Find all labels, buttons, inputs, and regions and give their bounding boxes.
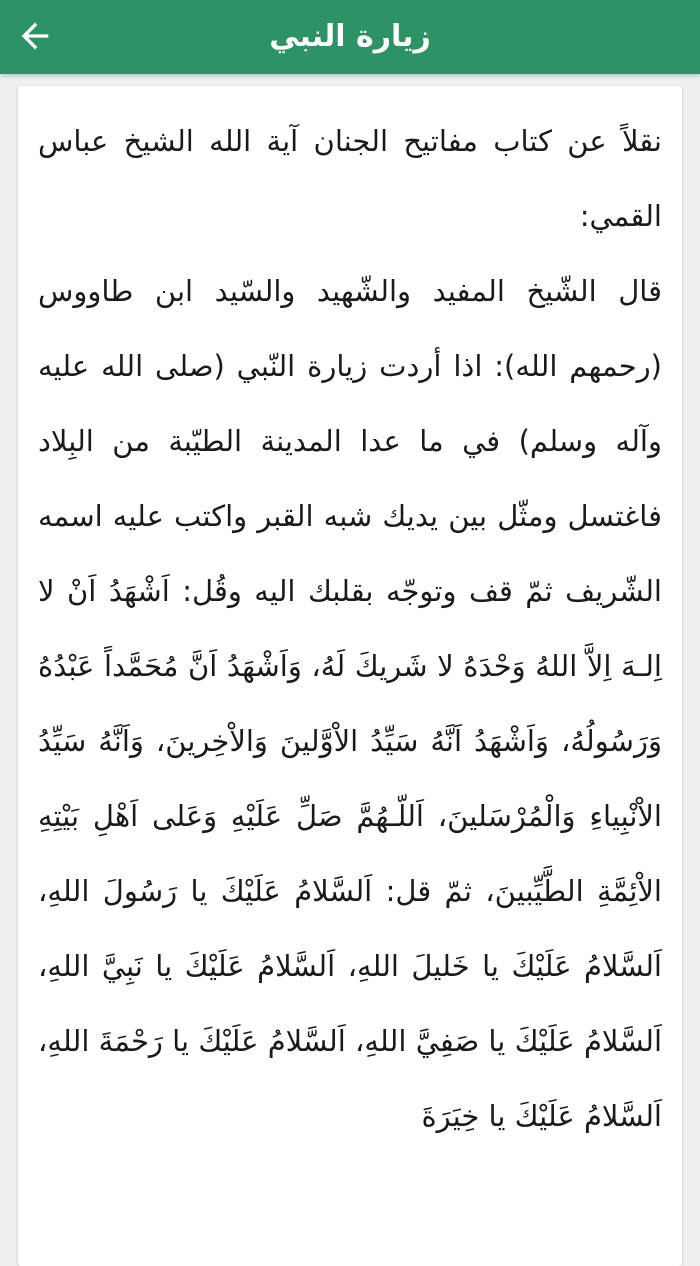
- paragraph-source: نقلاً عن كتاب مفاتيح الجنان آية الله الشيخ عباس القمي:: [38, 124, 662, 233]
- article-body: [18, 86, 682, 1154]
- back-button[interactable]: [8, 9, 62, 63]
- arrow-left-icon: [15, 16, 55, 56]
- content-card: [18, 86, 682, 1266]
- page-title: زيارة النبي: [269, 19, 431, 54]
- paragraph-body: قال الشّيخ المفيد والشّهيد والسّيد ابن طاووس (رحمهم الله): اذا أردت زيارة النّبي (صلى الله عليه وآله وسلم) في ما عدا المدينة الطيّبة من البِلاد فاغتسل ومثّل بين يديك شبه القبر واكتب عليه اسمه الشّريف ثمّ قف وتوجّه بقلبك اليه وقُل: اَشْهَدُ اَنْ لا اِلـهَ اِلاَّ اللهُ وَحْدَهُ لا شَريكَ لَهُ، وَاَشْهَدُ اَنَّ مُحَمَّداً عَبْدُهُ وَرَسُولُهُ، وَاَشْهَدُ اَنَّهُ سَيِّدُ الاْوَّلينَ وَالاْخِرينَ، وَاَنَّهُ سَيِّدُ الاْنْبِياءِ وَالْمُرْسَلينَ، اَللّـهُمَّ صَلِّ عَلَيْهِ وَعَلى اَهْلِ بَيْتِهِ الاْئِمَّةِ الطَّيِّبينَ، ثمّ قل: اَلسَّلامُ عَلَيْكَ يا رَسُولَ اللهِ، اَلسَّلامُ عَلَيْكَ يا خَليلَ اللهِ، اَلسَّلامُ عَلَيْكَ يا نَبِيَّ اللهِ، اَلسَّلامُ عَلَيْكَ يا صَفِيَّ اللهِ، اَلسَّلامُ عَلَيْكَ يا رَحْمَةَ اللهِ، اَلسَّلامُ عَلَيْكَ يا خِيَرَةَ: [38, 274, 662, 1133]
- app-bar: [0, 0, 700, 74]
